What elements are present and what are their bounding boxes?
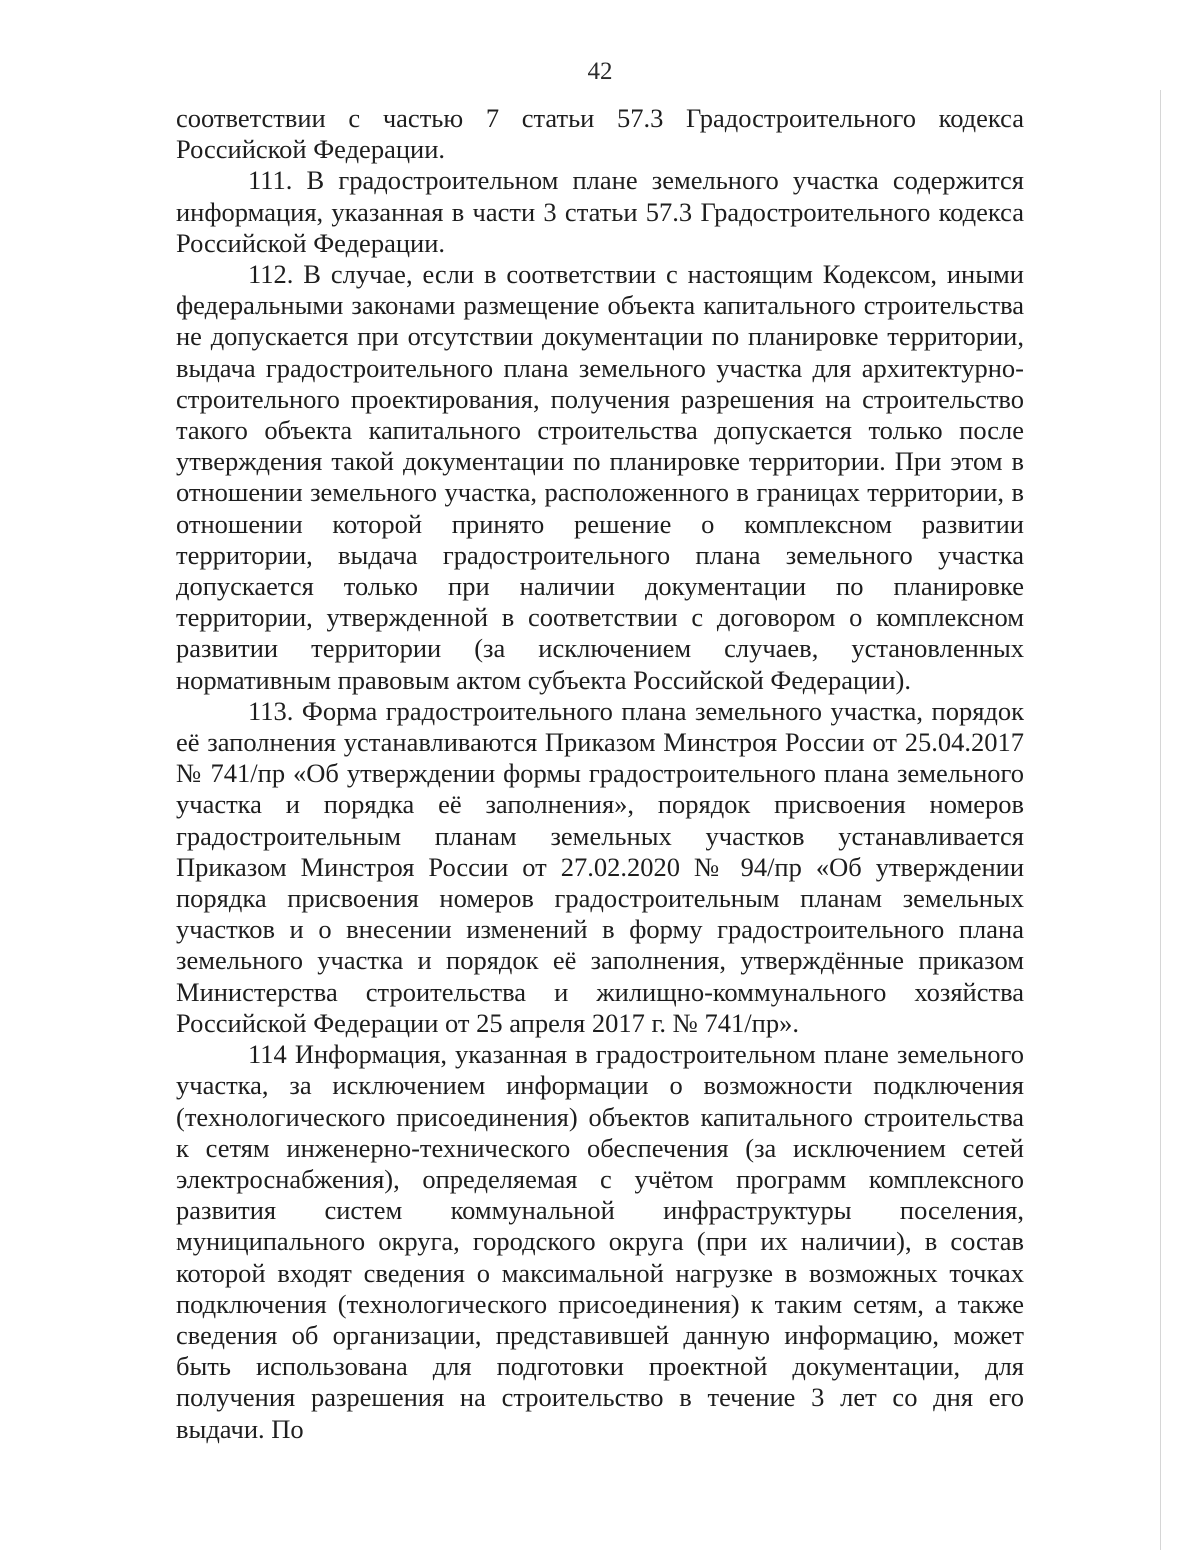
page-number: 42 xyxy=(587,58,613,85)
paragraph-114: 114 Информация, указанная в градостроительном плане земельного участка, за исключением информации о возможности подключения (технологического присоединения) объектов капитального строительства к сетям инженерно-технического обеспечения (за исключением сетей электроснабжения), определяемая с учётом программ комплексного развития систем коммунальной инфраструктуры поселения, муниципального округа, городского округа (при их наличии), в состав которой входят сведения о максимальной нагрузке в возможных точках подключения (технологического присоединения) к таким сетям, а также сведения об организации, представившей данную информацию, может быть использована для подготовки проектной документации, для получения разрешения на строительство в течение 3 лет со дня его выдачи. По xyxy=(176,1039,1024,1444)
scan-edge-line xyxy=(1160,90,1161,1550)
paragraph-continuation: соответствии с частью 7 статьи 57.3 Градостроительного кодекса Российской Федерации. xyxy=(176,103,1024,165)
document-body xyxy=(176,103,1024,1445)
paragraph-111: 111. В градостроительном плане земельного участка содержится информация, указанная в части 3 статьи 57.3 Градостроительного кодекса Российской Федерации. xyxy=(176,165,1024,258)
paragraph-112: 112. В случае, если в соответствии с настоящим Кодексом, иными федеральными законами размещение объекта капитального строительства не допускается при отсутствии документации по планировке территории, выдача градостроительного плана земельного участка для архитектурно-строительного проектирования, получения разрешения на строительство такого объекта капитального строительства допускается только после утверждения такой документации по планировке территории. При этом в отношении земельного участка, расположенного в границах территории, в отношении которой принято решение о комплексном развитии территории, выдача градостроительного плана земельного участка допускается только при наличии документации по планировке территории, утвержденной в соответствии с договором о комплексном развитии территории (за исключением случаев, установленных нормативным правовым актом субъекта Российской Федерации). xyxy=(176,259,1024,695)
paragraph-113: 113. Форма градостроительного плана земельного участка, порядок её заполнения устанавливаются Приказом Минстроя России от 25.04.2017 № 741/пр «Об утверждении формы градостроительного плана земельного участка и порядка её заполнения», порядок присвоения номеров градостроительным планам земельных участков устанавливается Приказом Минстроя России от 27.02.2020 № 94/пр «Об утверждении порядка присвоения номеров градостроительным планам земельных участков и о внесении изменений в форму градостроительного плана земельного участка и порядок её заполнения, утверждённые приказом Министерства строительства и жилищно-коммунального хозяйства Российской Федерации от 25 апреля 2017 г. № 741/пр». xyxy=(176,695,1024,1038)
